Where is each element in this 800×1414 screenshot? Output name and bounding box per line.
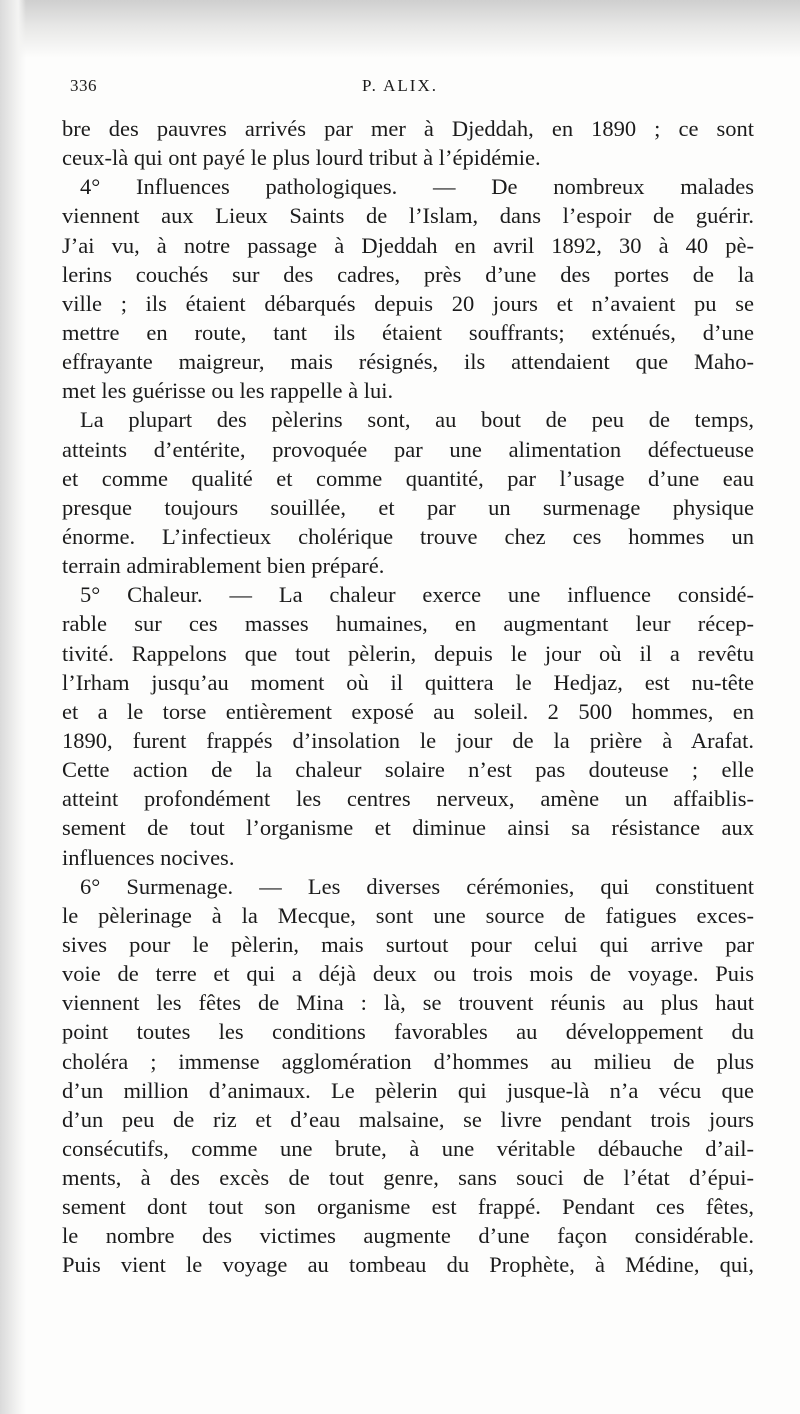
text-line: influences nocives. [62,844,235,870]
body-text [62,114,754,1280]
text-line: rable sur ces masses humaines, en augmentant leur récep- [62,611,754,637]
text-line: et a le torse entièrement exposé au soleil. 2 500 hommes, en [62,698,754,724]
text-line: ceux-là qui ont payé le plus lourd tribut à l’épidémie. [62,145,541,171]
text-line: voie de terre et qui a déjà deux ou trois mois de voyage. Puis [62,961,754,987]
text-line: presque toujours souillée, et par un surmenage physique [62,494,754,520]
text-line: d’un million d’animaux. Le pèlerin qui jusque-là n’a vécu que [62,1077,754,1103]
text-line: choléra ; immense agglomération d’hommes au milieu de plus [62,1048,754,1074]
text-line: effrayante maigreur, mais résignés, ils attendaient que Maho- [62,349,754,375]
text-line: met les guérisse ou les rappelle à lui. [62,378,394,404]
text-line: sement de tout l’organisme et diminue ainsi sa résistance aux [62,815,754,841]
text-line: atteints d’entérite, provoquée par une alimentation défectueuse [62,436,754,462]
page-header [70,76,730,102]
text-line: atteint profondément les centres nerveux, amène un affaiblis- [62,786,754,812]
page-number: 336 [70,76,97,95]
text-line: viennent les fêtes de Mina : là, se trouvent réunis au plus haut [62,990,754,1016]
text-line: viennent aux Lieux Saints de l’Islam, dans l’espoir de guérir. [62,203,754,229]
text-line: ments, à des excès de tout genre, sans souci de l’état d’épui- [62,1165,754,1191]
section-heading-line: 4° Influences pathologiques. — De nombreux malades [80,174,754,200]
text-line: tivité. Rappelons que tout pèlerin, depuis le jour où il a revêtu [62,640,754,666]
paragraph-start-line: La plupart des pèlerins sont, au bout de peu de temps, [80,407,754,433]
text-line: sives pour le pèlerin, mais surtout pour celui qui arrive par [62,931,754,957]
text-line: l’Irham jusqu’au moment où il quittera le Hedjaz, est nu-tête [62,669,754,695]
scan-top-shadow [0,0,800,58]
text-line: Cette action de la chaleur solaire n’est pas douteuse ; elle [62,757,754,783]
text-line: mettre en route, tant ils étaient souffrants; exténués, d’une [62,319,754,345]
text-line: et comme qualité et comme quantité, par l’usage d’une eau [62,465,754,491]
text-line: sement dont tout son organisme est frappé. Pendant ces fêtes, [62,1194,754,1220]
text-line: J’ai vu, à notre passage à Djeddah en avril 1892, 30 à 40 pè- [62,232,754,258]
text-line: point toutes les conditions favorables au développement du [62,1019,754,1045]
text-line: Puis vient le voyage au tombeau du Prophète, à Médine, qui, [62,1252,754,1278]
text-line: terrain admirablement bien préparé. [62,553,385,579]
text-line: lerins couchés sur des cadres, près d’une des portes de la [62,261,754,287]
text-line: consécutifs, comme une brute, à une véritable débauche d’ail- [62,1135,754,1161]
text-line: énorme. L’infectieux cholérique trouve chez ces hommes un [62,523,754,549]
text-line: le pèlerinage à la Mecque, sont une source de fatigues exces- [62,902,754,928]
text-line: 1890, furent frappés d’insolation le jour de la prière à Arafat. [62,727,754,753]
text-line: bre des pauvres arrivés par mer à Djeddah, en 1890 ; ce sont [62,116,754,141]
section-heading-line: 5° Chaleur. — La chaleur exerce une influence considé- [80,582,754,608]
scan-left-shadow [0,0,26,1414]
text-line: le nombre des victimes augmente d’une façon considérable. [62,1223,754,1249]
running-head: P. ALIX. [362,76,438,95]
text-line: ville ; ils étaient débarqués depuis 20 jours et n’avaient pu se [62,290,754,316]
text-line: d’un peu de riz et d’eau malsaine, se livre pendant trois jours [62,1106,754,1132]
section-heading-line: 6° Surmenage. — Les diverses cérémonies, qui constituent [80,873,754,899]
